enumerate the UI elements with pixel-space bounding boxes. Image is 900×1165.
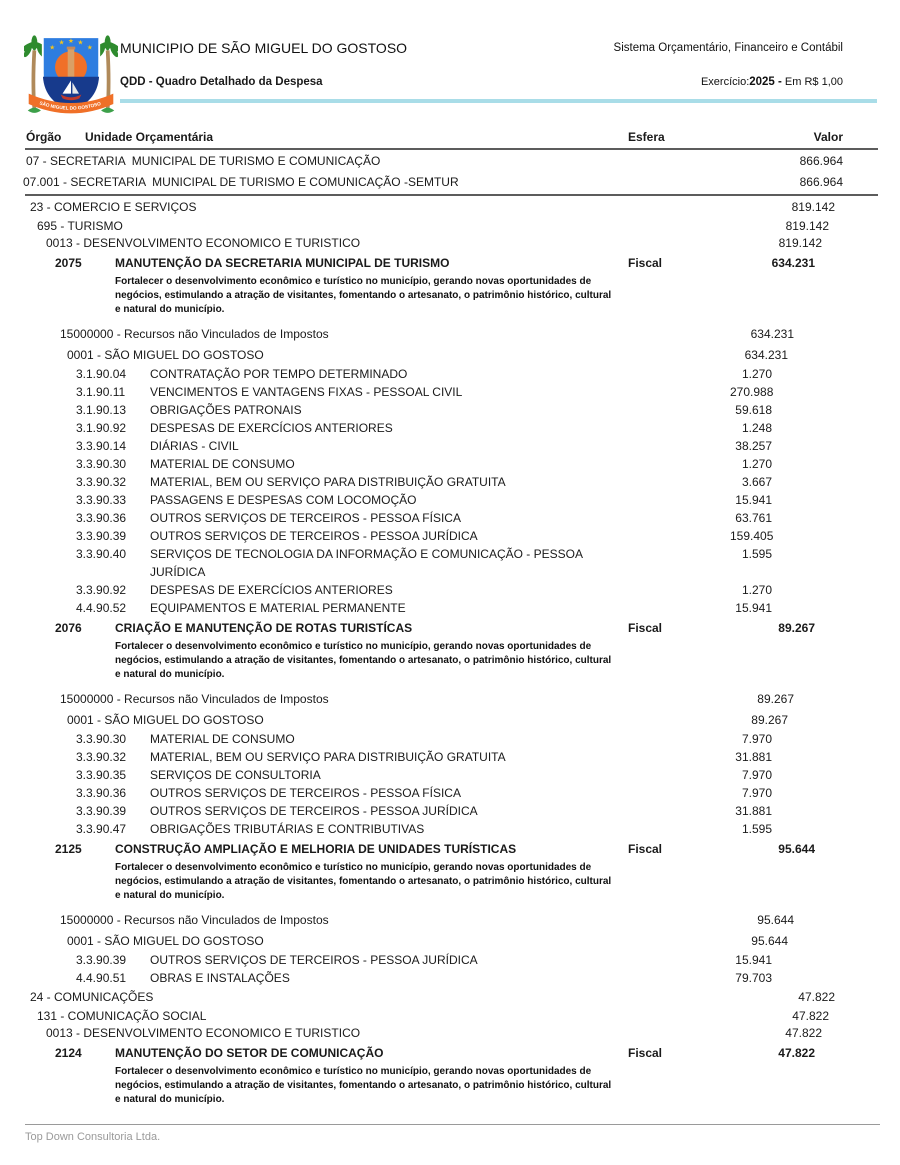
table-row-prog: [0, 1025, 900, 1042]
exercise-info: [701, 76, 843, 88]
row-valor: 866.964: [799, 175, 843, 189]
row-label: OUTROS SERVIÇOS DE TERCEIROS - PESSOA FÍSICA: [150, 511, 461, 525]
row-code: 3.3.90.40: [76, 547, 127, 561]
row-label: CONTRATAÇÃO POR TEMPO DETERMINADO: [150, 367, 408, 381]
row-valor: 634.231: [750, 327, 794, 341]
row-label: PASSAGENS E DESPESAS COM LOCOMOÇÃO: [150, 493, 417, 507]
row-code: 2124: [55, 1046, 82, 1060]
row-esfera: Fiscal: [628, 621, 663, 635]
row-code: 3.3.90.47: [76, 822, 127, 836]
table-row-el: [0, 491, 900, 509]
table-row-el: [0, 581, 900, 599]
row-valor: 89.267: [757, 692, 794, 706]
row-label: MATERIAL, BEM OU SERVIÇO PARA DISTRIBUIÇÃO GRATUITA: [150, 750, 506, 764]
row-label: MANUTENÇÃO DA SECRETARIA MUNICIPAL DE TURISMO: [115, 256, 450, 270]
row-label: 0001 - SÃO MIGUEL DO GOSTOSO: [67, 348, 264, 362]
svg-text:★: ★: [68, 36, 74, 45]
row-label: DESPESAS DE EXERCÍCIOS ANTERIORES: [150, 583, 393, 597]
table-row-src: [0, 910, 900, 931]
table-row-el: [0, 419, 900, 437]
row-code: 3.3.90.39: [76, 529, 127, 543]
table-row-action: [0, 619, 900, 638]
table-row-el: [0, 599, 900, 617]
table-row-el: [0, 401, 900, 419]
column-orgao: Órgão: [26, 130, 62, 144]
row-label: 0001 - SÃO MIGUEL DO GOSTOSO: [67, 713, 264, 727]
table-row-el: [0, 820, 900, 838]
table-row-org: [0, 151, 900, 172]
table-row-sub: [0, 218, 900, 235]
row-label: OUTROS SERVIÇOS DE TERCEIROS - PESSOA FÍSICA: [150, 786, 461, 800]
table-row-prog: [0, 235, 900, 252]
row-code: 2075: [55, 256, 82, 270]
table-row-el: [0, 951, 900, 969]
table-row-action: [0, 840, 900, 859]
table-row-el: [0, 730, 900, 748]
row-valor: 7.970: [741, 768, 772, 782]
row-esfera: Fiscal: [628, 842, 663, 856]
lighthouse: [68, 49, 75, 77]
row-label: 07 - SECRETARIA MUNICIPAL DE TURISMO E COMUNICAÇÃO: [26, 154, 381, 168]
row-valor: 89.267: [751, 713, 788, 727]
row-valor: 3.667: [741, 475, 772, 489]
row-code: 4.4.90.51: [76, 971, 127, 985]
row-label: EQUIPAMENTOS E MATERIAL PERMANENTE: [150, 601, 406, 615]
budget-table-body: [0, 151, 900, 1107]
table-row-unit: [0, 172, 900, 193]
row-label: OBRIGAÇÕES PATRONAIS: [150, 403, 302, 417]
header-accent-bar: [120, 99, 877, 103]
table-row-det: [0, 931, 900, 951]
municipality-title: MUNICIPIO DE SÃO MIGUEL DO GOSTOSO: [120, 40, 408, 56]
exercise-year: 2025 -: [749, 76, 782, 88]
row-valor: 7.970: [741, 732, 772, 746]
row-valor: 15.941: [735, 601, 772, 615]
row-label: VENCIMENTOS E VANTAGENS FIXAS - PESSOAL CIVIL: [150, 385, 463, 399]
table-row-el: [0, 802, 900, 820]
row-label: MATERIAL DE CONSUMO: [150, 732, 295, 746]
header-divider: [25, 148, 878, 150]
row-label: CRIAÇÃO E MANUTENÇÃO DE ROTAS TURISTÍCAS: [115, 621, 413, 635]
row-valor: 31.881: [735, 804, 772, 818]
row-code: 3.3.90.36: [76, 786, 127, 800]
action-description: Fortalecer o desenvolvimento econômico e turístico no município, gerando novas oportunidades de negócios, estimulando a atração de visitantes, fomentando o artesanato, o patrimônio histórico, cultural e natural do município.: [115, 1066, 612, 1105]
row-code: 2125: [55, 842, 82, 856]
row-valor: 15.941: [735, 953, 772, 967]
row-code: 3.3.90.92: [76, 583, 127, 597]
row-valor: 1.270: [741, 583, 772, 597]
row-label: 15000000 - Recursos não Vinculados de Impostos: [60, 692, 329, 706]
row-valor: 1.595: [741, 822, 772, 836]
row-code: 3.3.90.39: [76, 953, 127, 967]
table-row-src: [0, 324, 900, 345]
budget-table: [0, 128, 900, 1114]
report-title: QDD - Quadro Detalhado da Despesa: [120, 76, 323, 88]
row-valor: 59.618: [735, 403, 772, 417]
row-label: MATERIAL DE CONSUMO: [150, 457, 295, 471]
row-label: DIÁRIAS - CIVIL: [150, 439, 239, 453]
row-valor: 866.964: [799, 154, 843, 168]
row-label: 0001 - SÃO MIGUEL DO GOSTOSO: [67, 934, 264, 948]
table-row-el: [0, 545, 900, 581]
row-valor: 7.970: [741, 786, 772, 800]
row-label: 07.001 - SECRETARIA MUNICIPAL DE TURISMO E COMUNICAÇÃO -SEMTUR: [23, 175, 459, 189]
row-valor: 1.595: [741, 547, 772, 561]
section-divider: [25, 194, 878, 196]
row-valor: 47.822: [785, 1026, 822, 1040]
action-description: Fortalecer o desenvolvimento econômico e turístico no município, gerando novas oportunidades de negócios, estimulando a atração de visitantes, fomentando o artesanato, o patrimônio histórico, cultural e natural do município.: [115, 276, 612, 315]
table-row-src: [0, 689, 900, 710]
action-description: Fortalecer o desenvolvimento econômico e turístico no município, gerando novas oportunidades de negócios, estimulando a atração de visitantes, fomentando o artesanato, o patrimônio histórico, cultural e natural do município.: [115, 862, 612, 901]
system-name: Sistema Orçamentário, Financeiro e Contábil: [613, 42, 843, 54]
row-label: CONSTRUÇÃO AMPLIAÇÃO E MELHORIA DE UNIDADES TURÍSTICAS: [115, 842, 517, 856]
row-code: 3.3.90.39: [76, 804, 127, 818]
row-valor: 634.231: [744, 348, 788, 362]
row-code: 3.3.90.33: [76, 493, 127, 507]
svg-text:★: ★: [86, 43, 93, 52]
row-valor: 63.761: [735, 511, 772, 525]
row-valor: 79.703: [735, 971, 772, 985]
row-label: 15000000 - Recursos não Vinculados de Impostos: [60, 327, 329, 341]
row-code: 4.4.90.52: [76, 601, 127, 615]
footer-company: Top Down Consultoria Ltda.: [25, 1131, 161, 1143]
table-row-el: [0, 365, 900, 383]
row-valor: 634.231: [771, 256, 815, 270]
row-valor: 15.941: [735, 493, 772, 507]
row-esfera: Fiscal: [628, 1046, 663, 1060]
row-valor: 1.270: [741, 367, 772, 381]
table-row-det: [0, 710, 900, 730]
row-valor: 819.142: [791, 200, 835, 214]
table-header-left: [0, 128, 628, 147]
table-row-action: [0, 1044, 900, 1063]
row-valor: 47.822: [778, 1046, 815, 1060]
exercise-label: Exercício:: [700, 76, 750, 88]
table-row-el: [0, 766, 900, 784]
row-valor: 95.644: [751, 934, 788, 948]
row-valor: 819.142: [785, 219, 829, 233]
row-label: OUTROS SERVIÇOS DE TERCEIROS - PESSOA JURÍDICA: [150, 953, 478, 967]
table-row-action: [0, 254, 900, 273]
row-valor: 270.988: [730, 385, 774, 399]
row-label: 131 - COMUNICAÇÃO SOCIAL: [37, 1009, 207, 1023]
row-code: 3.3.90.30: [76, 457, 127, 471]
row-label: MATERIAL, BEM OU SERVIÇO PARA DISTRIBUIÇÃO GRATUITA: [150, 475, 506, 489]
table-row-det: [0, 345, 900, 365]
row-label: 23 - COMERCIO E SERVIÇOS: [30, 200, 197, 214]
row-valor: 95.644: [757, 913, 794, 927]
column-esfera: Esfera: [628, 130, 665, 144]
row-label: 0013 - DESENVOLVIMENTO ECONOMICO E TURISTICO: [46, 1026, 361, 1040]
row-label: 15000000 - Recursos não Vinculados de Impostos: [60, 913, 329, 927]
row-valor: 159.405: [730, 529, 774, 543]
row-code: 3.3.90.32: [76, 475, 127, 489]
row-label: SERVIÇOS DE CONSULTORIA: [150, 768, 321, 782]
row-label: 695 - TURISMO: [37, 219, 123, 233]
table-row-el: [0, 527, 900, 545]
table-row-el: [0, 969, 900, 987]
row-label: OUTROS SERVIÇOS DE TERCEIROS - PESSOA JURÍDICA: [150, 529, 478, 543]
table-row-el: [0, 509, 900, 527]
currency-note: Em R$ 1,00: [781, 76, 843, 88]
row-valor: 38.257: [735, 439, 772, 453]
table-row-sub: [0, 1008, 900, 1025]
row-valor: 1.270: [741, 457, 772, 471]
row-label: MANUTENÇÃO DO SETOR DE COMUNICAÇÃO: [115, 1046, 384, 1060]
row-code: 2076: [55, 621, 82, 635]
ribbon-text: SÃO MIGUEL DO GOSTOSO: [39, 100, 102, 111]
row-label: OBRAS E INSTALAÇÕES: [150, 971, 290, 985]
row-valor: 95.644: [778, 842, 815, 856]
row-label: OBRIGAÇÕES TRIBUTÁRIAS E CONTRIBUTIVAS: [150, 822, 425, 836]
row-valor: 89.267: [778, 621, 815, 635]
svg-text:★: ★: [49, 43, 56, 52]
row-valor: 1.248: [741, 421, 772, 435]
table-row-el: [0, 748, 900, 766]
row-code: 3.1.90.92: [76, 421, 127, 435]
row-code: 3.3.90.36: [76, 511, 127, 525]
row-code: 3.3.90.32: [76, 750, 127, 764]
action-description: Fortalecer o desenvolvimento econômico e turístico no município, gerando novas oportunidades de negócios, estimulando a atração de visitantes, fomentando o artesanato, o patrimônio histórico, cultural e natural do município.: [115, 641, 612, 680]
row-label: SERVIÇOS DE TECNOLOGIA DA INFORMAÇÃO E COMUNICAÇÃO - PESSOA JURÍDICA: [150, 547, 586, 579]
row-code: 3.3.90.30: [76, 732, 127, 746]
table-row-fn: [0, 197, 900, 218]
svg-text:★: ★: [77, 38, 84, 47]
table-row-fn: [0, 987, 900, 1008]
row-valor: 47.822: [798, 990, 835, 1004]
row-label: DESPESAS DE EXERCÍCIOS ANTERIORES: [150, 421, 393, 435]
row-code: 3.3.90.35: [76, 768, 127, 782]
table-row-el: [0, 473, 900, 491]
column-valor: Valor: [813, 130, 843, 144]
table-header-row: [0, 128, 900, 147]
table-row-el: [0, 383, 900, 401]
row-label: 0013 - DESENVOLVIMENTO ECONOMICO E TURISTICO: [46, 236, 361, 250]
row-valor: 819.142: [778, 236, 822, 250]
row-code: 3.1.90.11: [76, 385, 126, 399]
row-valor: 47.822: [792, 1009, 829, 1023]
row-label: OUTROS SERVIÇOS DE TERCEIROS - PESSOA JURÍDICA: [150, 804, 478, 818]
svg-text:★: ★: [58, 38, 65, 47]
row-label: 24 - COMUNICAÇÕES: [30, 990, 154, 1004]
table-row-el: [0, 784, 900, 802]
table-row-el: [0, 437, 900, 455]
row-code: 3.1.90.04: [76, 367, 127, 381]
row-code: 3.1.90.13: [76, 403, 127, 417]
row-code: 3.3.90.14: [76, 439, 127, 453]
page-footer: [25, 1124, 880, 1143]
table-row-el: [0, 455, 900, 473]
municipality-coat-of-arms-logo: [24, 22, 118, 122]
row-esfera: Fiscal: [628, 256, 663, 270]
row-valor: 31.881: [735, 750, 772, 764]
column-unidade: Unidade Orçamentária: [85, 130, 214, 144]
